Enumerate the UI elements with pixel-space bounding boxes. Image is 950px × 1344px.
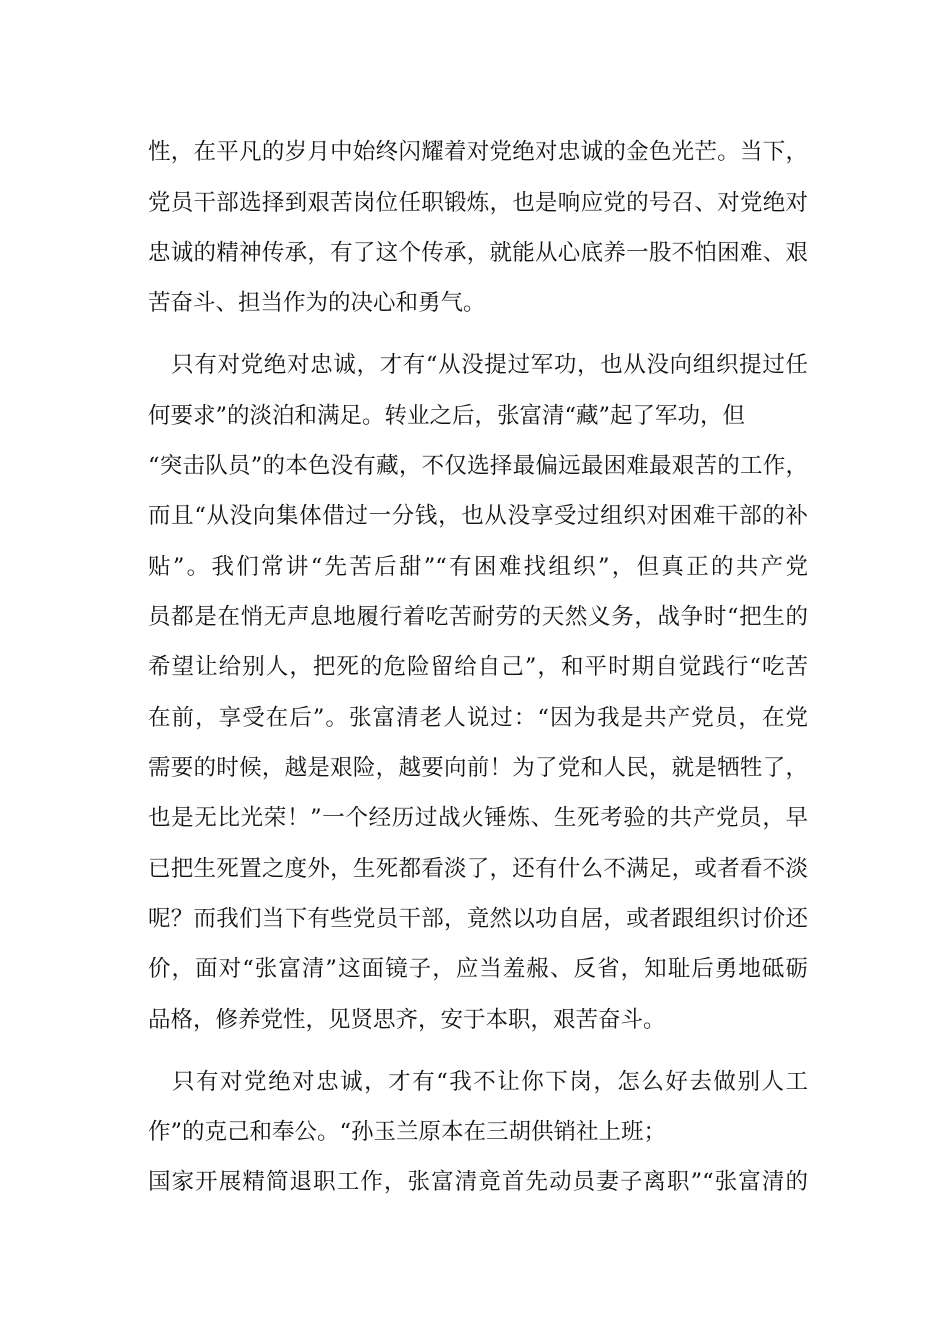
text-line: 已把生死置之度外，生死都看淡了，还有什么不满足，或者看不淡 [148, 856, 808, 882]
text-line: 呢？而我们当下有些党员干部，竟然以功自居，或者跟组织讨价还 [148, 906, 808, 932]
text-line: 员都是在悄无声息地履行着吃苦耐劳的天然义务，战争时“把生的 [148, 604, 808, 630]
text-line: 在前，享受在后”。张富清老人说过：“因为我是共产党员，在党 [148, 705, 808, 731]
text-line: 苦奋斗、担当作为的决心和勇气。 [148, 290, 486, 316]
text-line: 希望让给别人，把死的危险留给自己”，和平时期自觉践行“吃苦 [148, 654, 808, 680]
text-line: 何要求”的淡泊和满足。转业之后，张富清“藏”起了军功，但 [148, 403, 746, 429]
text-line: 只有对党绝对忠诚，才有“从没提过军功，也从没向组织提过任 [148, 352, 808, 378]
text-line: 只有对党绝对忠诚，才有“我不让你下岗，怎么好去做别人工 [148, 1069, 808, 1095]
text-line: 也是无比光荣！”一个经历过战火锤炼、生死考验的共产党员，早 [148, 805, 808, 831]
text-line: 国家开展精简退职工作，张富清竟首先动员妻子离职”“张富清的 [148, 1169, 808, 1195]
text-line: 而且“从没向集体借过一分钱，也从没享受过组织对困难干部的补 [148, 503, 808, 529]
text-line: 价，面对“张富清”这面镜子，应当羞赧、反省，知耻后勇地砥砺 [148, 956, 808, 982]
text-line: 需要的时候，越是艰险，越要向前！为了党和人民，就是牺牲了， [148, 755, 808, 781]
text-line: 贴”。我们常讲“先苦后甜”“有困难找组织”，但真正的共产党 [148, 554, 808, 580]
text-line: 作”的克己和奉公。“孙玉兰原本在三胡供销社上班； [148, 1119, 667, 1145]
text-line: 党员干部选择到艰苦岗位任职锻炼，也是响应党的号召、对党绝对 [148, 190, 808, 216]
text-line: 品格，修养党性，见贤思齐，安于本职，艰苦奋斗。 [148, 1007, 666, 1033]
text-line: 性，在平凡的岁月中始终闪耀着对党绝对忠诚的金色光芒。当下， [148, 139, 808, 165]
text-line: 忠诚的精神传承，有了这个传承，就能从心底养一股不怕困难、艰 [148, 240, 808, 266]
text-line: “突击队员”的本色没有藏，不仅选择最偏远最困难最艰苦的工作， [148, 453, 808, 479]
